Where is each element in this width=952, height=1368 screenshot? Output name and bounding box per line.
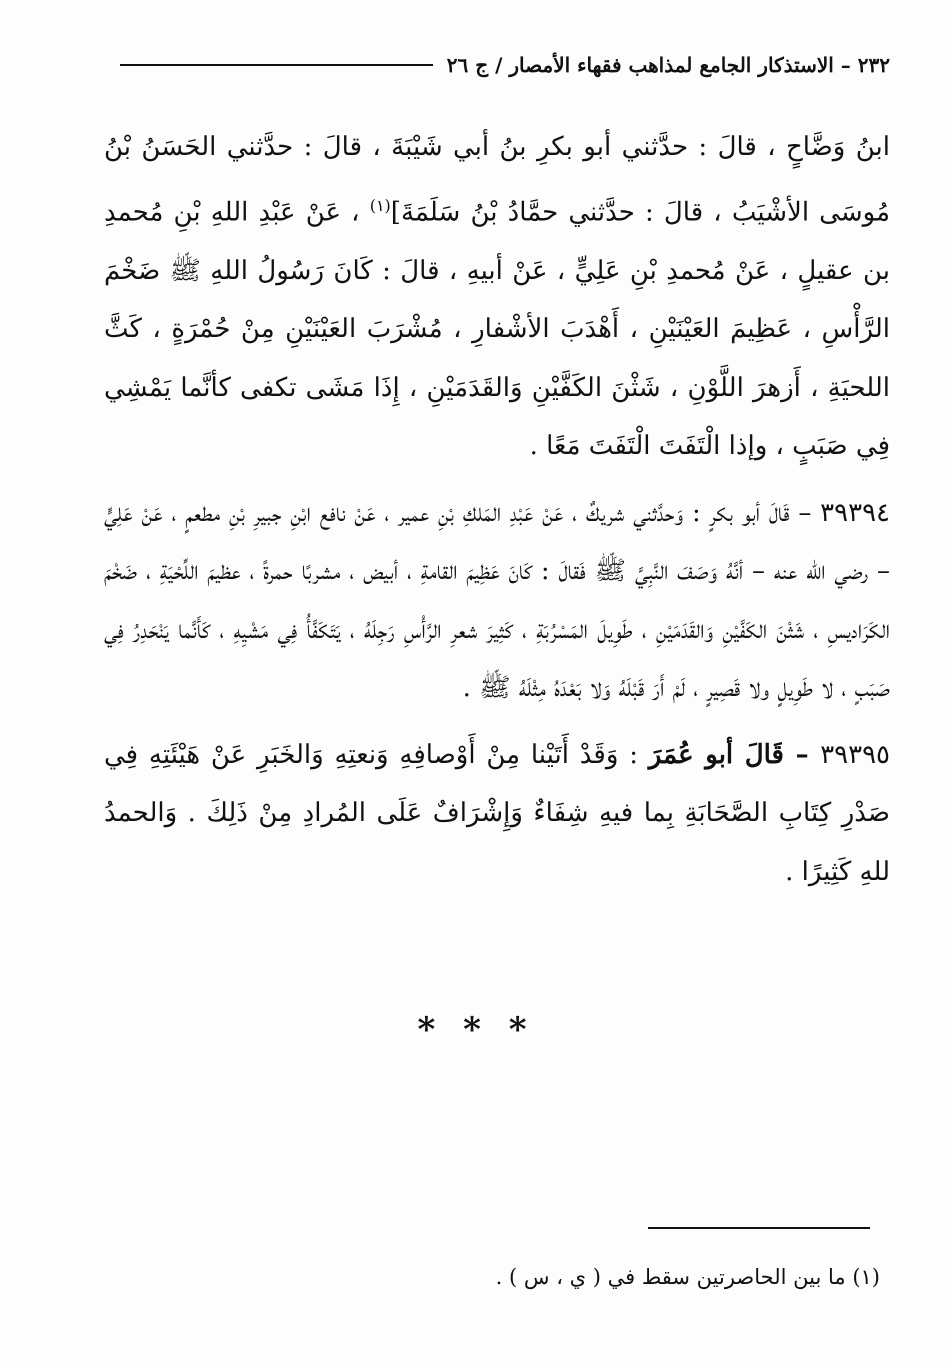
section-separator: * * * — [417, 1010, 535, 1050]
paragraph-number: ٣٩٣٩٥ — [820, 739, 891, 770]
paragraph-1-continuation: ، عَنْ عَبْدِ اللهِ بْنِ مُحمدِ بن عقيلٍ ، عَنْ مُحمدِ بْنِ عَلِيٍّ ، عَنْ أبيهِ ، قالَ : كَانَ رَسُولُ اللهِ ﷺ ضَخْمَ الرَّأْسِ ، عَظِيمَ العَيْنَيْنِ ، أَهْدَبَ الأشْفارِ ، مُشْرَبَ العَيْنَيْنِ مِنْ حُمْرَةٍ ، كَثَّ اللحيَةِ ، أَزهرَ اللَّوْنِ ، شَثْنَ الكَفَّيْنِ وَالقَدَمَيْنِ ، إِذَا مَشَى تكفى كأنَّما يَمْشِي فِي صَبَبٍ ، وإذا الْتَفَتَ الْتَفَتَ مَعًا . — [104, 197, 890, 462]
footnote-reference: (١) — [369, 195, 391, 215]
body-text — [104, 118, 890, 909]
paragraph-number: ٣٩٣٩٤ — [820, 497, 890, 528]
footnote-mark: (١) — [852, 1265, 880, 1289]
paragraph-1 — [104, 118, 890, 476]
paragraph-39395-text: : وَقَدْ أَتَيْنا مِنْ أَوْصافِهِ وَنعتِهِ وَالخَبَرِ عَنْ هَيْئَتِهِ فِي صَدْرِ كِتَابِ الصَّحَابَةِ بِما فيهِ شِفَاءٌ وَإِشْرَافٌ عَلَى المُرادِ مِنْ ذَلِكَ . وَالحمدُ للهِ كَثِيرًا . — [104, 739, 890, 887]
footnote-rule — [648, 1227, 870, 1229]
footnote — [300, 1262, 880, 1292]
paragraph-39394 — [104, 484, 890, 718]
running-head — [120, 50, 890, 80]
running-head-text: ٢٣٢ – الاستذكار الجامع لمذاهب فقهاء الأمصار / ج ٢٦ — [446, 53, 890, 77]
footnote-text: ما بين الحاصرتين سقط في ( ي ، س ) . — [495, 1265, 846, 1289]
paragraph-39395-lead: – قَالَ أبو عُمَرَ — [648, 739, 821, 770]
header-rule — [120, 64, 433, 66]
paragraph-39395 — [104, 726, 890, 902]
paragraph-1-text: ابنُ وَضَّاحٍ ، قالَ : حدَّثني أبو بكرِ بنُ أبي شَيْبَةَ ، قالَ : حدَّثني الحَسَنُ بْنُ مُوسَى الأشْيَبُ ، قالَ : حدَّثني حمَّادُ بْنُ سَلَمَةَ] — [104, 132, 890, 228]
paragraph-39394-text: – قَالَ أبو بكرٍ : وَحدَّثني شريكٌ ، عَنْ عَبْدِ المَلكِ بْنِ عمير ، عَنْ نافع ابْنِ جبيرِ بْنِ مطعمٍ ، عَنْ عَلِيٍّ – رضي الله عنه – أنَّهُ وَصَفَ النَّبِيَّ ﷺ فَقالَ : كَانَ عَظِيمَ القامةِ ، أبيض ، مشربًا حمرةً ، عظيمَ اللِّحْيَةِ ، ضَخْمَ الكَرَاديسِ ، شَثْنَ الكَفَّيْنِ وَالقَدَمَيْنِ ، طَوِيلَ المَسْرُبَةِ ، كَثِيرَ شعرِ الرَّأْسِ رَجِلَهُ ، يَتَكَفَّأُ فِي مَشْيِهِ ، كَأَنَّما يَنْحَدِرُ فِي صَبَبٍ ، لا طَوِيلٍ ولا قَصِيرٍ ، لَمْ أَرَ قَبْلَهُ وَلا بَعْدَهُ مِثْلَهُ ﷺ . — [104, 497, 890, 704]
